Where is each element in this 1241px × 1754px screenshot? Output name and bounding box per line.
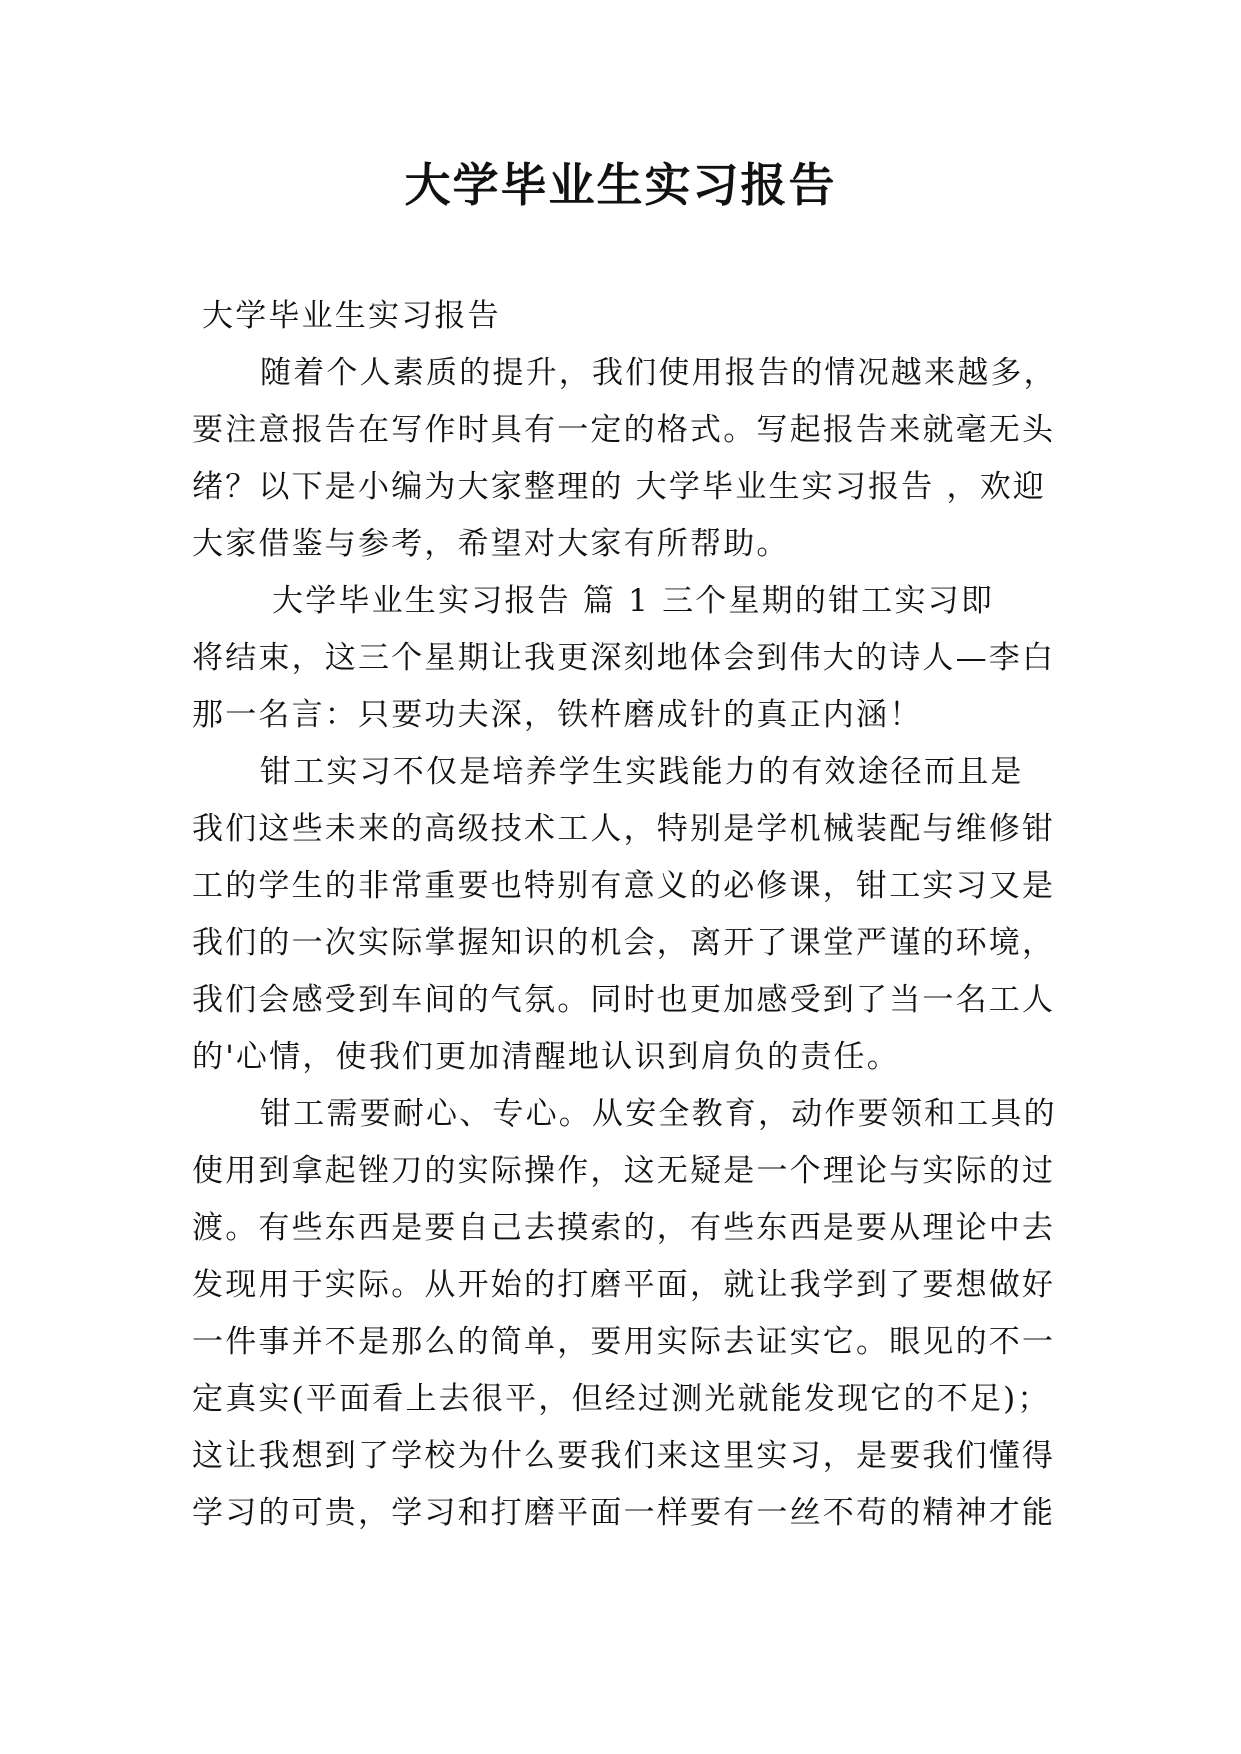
body-line: 一件事并不是那么的简单，要用实际去证实它。眼见的不一 (192, 1324, 1056, 1360)
body-line: 钳工需要耐心、专心。从安全教育，动作要领和工具的 (260, 1096, 1057, 1132)
body-line: 大家借鉴与参考，希望对大家有所帮助。 (192, 526, 790, 562)
body-line: 将结束，这三个星期让我更深刻地体会到伟大的诗人—李白 (192, 640, 1056, 676)
document-title: 大学毕业生实习报告 (404, 158, 837, 212)
body-line: 我们会感受到车间的气氛。同时也更加感受到了当一名工人 (192, 982, 1056, 1018)
body-line: 这让我想到了学校为什么要我们来这里实习，是要我们懂得 (192, 1438, 1056, 1474)
body-line: 随着个人素质的提升，我们使用报告的情况越来越多， (260, 355, 1057, 391)
body-line: 钳工实习不仅是培养学生实践能力的有效途径而且是 (260, 754, 1024, 790)
body-line: 那一名言：只要功夫深，铁杵磨成针的真正内涵！ (192, 697, 923, 733)
body-line: 渡。有些东西是要自己去摸索的，有些东西是要从理论中去 (192, 1210, 1056, 1246)
body-line: 绪？以下是小编为大家整理的 大学毕业生实习报告 ，欢迎 (192, 469, 1047, 505)
body-line: 工的学生的非常重要也特别有意义的必修课，钳工实习又是 (192, 868, 1056, 904)
document-body (192, 288, 1072, 1542)
body-line: 我们这些未来的高级技术工人，特别是学机械装配与维修钳 (192, 811, 1056, 847)
body-line: 的'心情，使我们更加清醒地认识到肩负的责任。 (192, 1039, 900, 1075)
body-line: 使用到拿起锉刀的实际操作，这无疑是一个理论与实际的过 (192, 1153, 1056, 1189)
body-line: 定真实(平面看上去很平，但经过测光就能发现它的不足)； (192, 1381, 1051, 1417)
body-heading: 大学毕业生实习报告 (202, 298, 501, 334)
body-line: 我们的一次实际掌握知识的机会，离开了课堂严谨的环境， (192, 925, 1056, 961)
body-line: 学习的可贵，学习和打磨平面一样要有一丝不苟的精神才能 (192, 1495, 1056, 1531)
body-line: 发现用于实际。从开始的打磨平面，就让我学到了要想做好 (192, 1267, 1056, 1303)
section-heading-line: 大学毕业生实习报告 篇 1 三个星期的钳工实习即 (272, 583, 995, 619)
body-line: 要注意报告在写作时具有一定的格式。写起报告来就毫无头 (192, 412, 1056, 448)
